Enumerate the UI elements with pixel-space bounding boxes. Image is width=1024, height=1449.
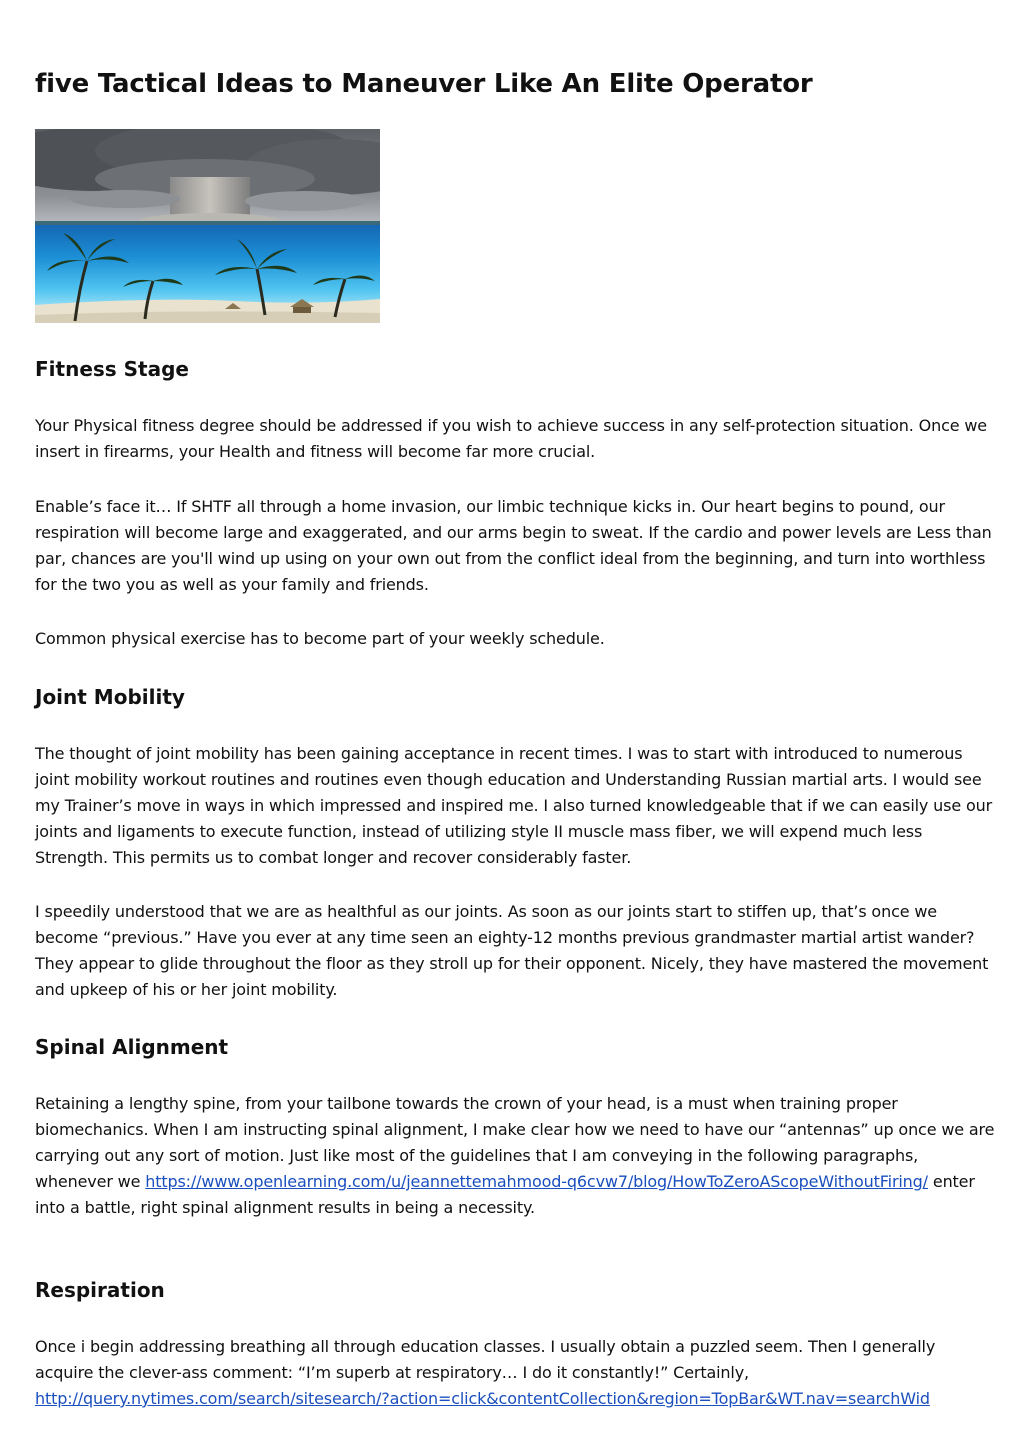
paragraph-text: Once i begin addressing breathing all through education classes. I usually obtain a puzzled seem. Then I generally acquire the clever-ass comment: “I’m superb at respiratory… I do it constantly!” Certainly, bbox=[35, 1337, 936, 1382]
paragraph-text: enter into a battle, right spinal alignment results in being a necessity. bbox=[35, 1172, 975, 1217]
paragraph: Enable’s face it… If SHTF all through a home invasion, our limbic technique kicks in. Our heart begins to pound, our respiration will become large and exaggerated, and our arms begin to sweat. If the cardio and power levels are Less than par, chances are you'll wind up using on your own out from the conflict ideal from the beginning, and turn into worthless for the two you as well as your family and friends. bbox=[35, 497, 992, 594]
page-title: five Tactical Ideas to Maneuver Like An Elite Operator bbox=[35, 69, 813, 99]
paragraph: Common physical exercise has to become part of your weekly schedule. bbox=[35, 629, 605, 648]
paragraph-with-link bbox=[35, 1334, 995, 1412]
section-heading-respiration: Respiration bbox=[35, 1278, 165, 1302]
paragraph-text: Retaining a lengthy spine, from your tailbone towards the crown of your head, is a must when training proper biomechanics. When I am instructing spinal alignment, I make clear how we need to have our “antennas” up once we are carrying out any sort of motion. Just like most of the guidelines that I am conveying in the following paragraphs, whenever we bbox=[35, 1094, 995, 1191]
paragraph: The thought of joint mobility has been gaining acceptance in recent times. I was to start with introduced to numerous joint mobility workout routines and routines even though education and Understanding Russian martial arts. I would see my Trainer’s move in ways in which impressed and inspired me. I also turned knowledgeable that if we can easily use our joints and ligaments to execute function, instead of utilizing style II muscle mass fiber, we will expend much less Strength. This permits us to combat longer and recover considerably faster. bbox=[35, 744, 993, 867]
article-link[interactable]: http://query.nytimes.com/search/sitesearch/?action=click&contentCollection&region=TopBar&WT.nav=searchWid bbox=[35, 1389, 930, 1408]
section-heading-spinal-alignment: Spinal Alignment bbox=[35, 1035, 229, 1059]
article-link[interactable]: https://www.openlearning.com/u/jeannettemahmood-q6cvw7/blog/HowToZeroAScopeWithoutFiring/ bbox=[145, 1172, 928, 1191]
paragraph-with-link bbox=[35, 1091, 995, 1221]
hero-image bbox=[35, 129, 380, 323]
paragraph: Your Physical fitness degree should be addressed if you wish to achieve success in any self-protection situation. Once we insert in firearms, your Health and fitness will become far more crucial. bbox=[35, 416, 987, 461]
paragraph: I speedily understood that we are as healthful as our joints. As soon as our joints start to stiffen up, that’s once we become “previous.” Have you ever at any time seen an eighty-12 months previous grandmaster martial artist wander? They appear to glide throughout the floor as they stroll up for their opponent. Nicely, they have mastered the movement and upkeep of his or her joint mobility. bbox=[35, 902, 989, 999]
section-heading-fitness-stage: Fitness Stage bbox=[35, 357, 189, 381]
section-heading-joint-mobility: Joint Mobility bbox=[35, 685, 185, 709]
mushroom-cloud-beach-photo bbox=[35, 129, 380, 323]
